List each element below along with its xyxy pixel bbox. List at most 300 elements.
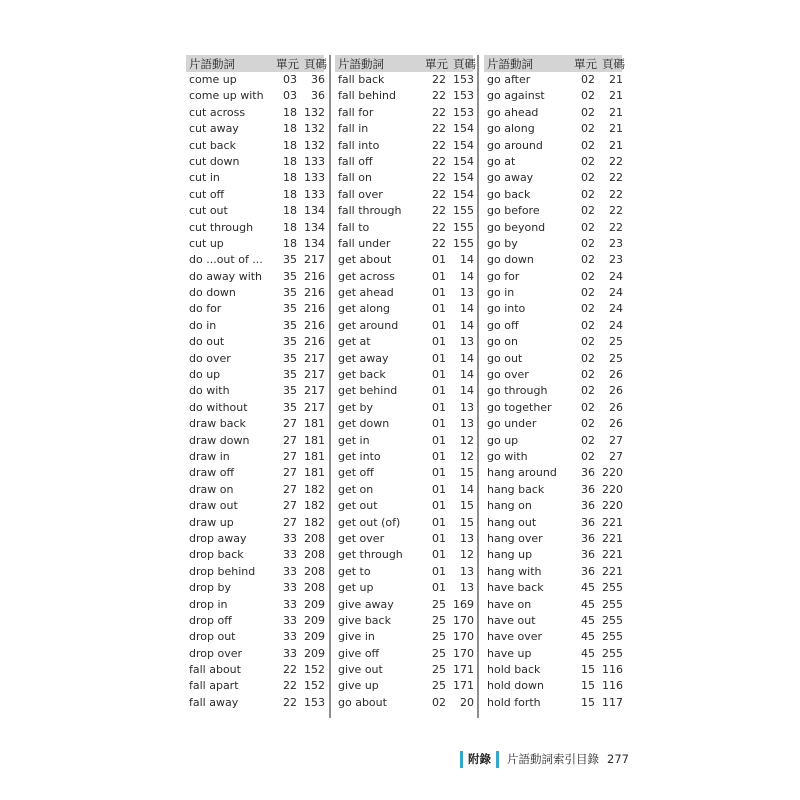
unit-number: 02 — [581, 204, 595, 218]
unit-number: 35 — [283, 286, 297, 300]
page-number-cell: 170 — [453, 646, 474, 660]
phrase-verb: get in — [338, 433, 370, 447]
index-row — [484, 531, 622, 547]
column-rows — [186, 72, 324, 711]
page-number-cell: 12 — [460, 548, 474, 562]
index-row — [186, 301, 324, 317]
unit-number: 18 — [283, 204, 297, 218]
phrase-verb: give in — [338, 630, 375, 644]
index-row — [484, 301, 622, 317]
index-row — [335, 678, 473, 694]
unit-number: 45 — [581, 646, 595, 660]
index-row — [484, 597, 622, 613]
unit-number: 35 — [283, 368, 297, 382]
unit-number: 15 — [581, 679, 595, 693]
index-row — [186, 678, 324, 694]
page-number-cell: 221 — [602, 515, 623, 529]
unit-number: 02 — [581, 302, 595, 316]
index-row — [484, 220, 622, 236]
page-number-cell: 182 — [304, 499, 325, 513]
index-row — [335, 662, 473, 678]
index-row — [335, 515, 473, 531]
page-number-cell: 24 — [609, 286, 623, 300]
index-row — [186, 367, 324, 383]
unit-number: 03 — [283, 73, 297, 86]
phrase-verb: fall back — [338, 73, 385, 86]
phrase-verb: do away with — [189, 269, 263, 283]
index-row — [186, 482, 324, 498]
unit-number: 02 — [581, 368, 595, 382]
unit-number: 36 — [581, 466, 595, 480]
unit-number: 35 — [283, 269, 297, 283]
phrase-verb: drop over — [189, 646, 243, 660]
phrase-verb: cut up — [189, 236, 224, 250]
index-row — [335, 613, 473, 629]
index-row — [186, 285, 324, 301]
page-number-cell: 181 — [304, 433, 325, 447]
header-page: 頁碼 — [453, 56, 476, 71]
page-number-cell: 217 — [304, 384, 325, 398]
page-number: 277 — [607, 752, 629, 766]
unit-number: 22 — [432, 138, 446, 152]
page-number-cell: 15 — [460, 515, 474, 529]
index-row — [484, 646, 622, 662]
phrase-verb: get back — [338, 368, 386, 382]
page-number-cell: 132 — [304, 138, 325, 152]
index-row — [186, 138, 324, 154]
unit-number: 27 — [283, 515, 297, 529]
phrase-verb: go at — [487, 154, 516, 168]
page-number-cell: 221 — [602, 531, 623, 545]
phrase-verb: fall to — [338, 220, 370, 234]
index-row — [484, 400, 622, 416]
page-number-cell: 21 — [609, 105, 623, 119]
index-row — [335, 105, 473, 121]
page-number-cell: 25 — [609, 335, 623, 349]
index-row — [335, 531, 473, 547]
unit-number: 22 — [432, 204, 446, 218]
unit-number: 01 — [432, 302, 446, 316]
section-label: 附錄 — [460, 751, 499, 768]
unit-number: 27 — [283, 417, 297, 431]
phrase-verb: come up — [189, 73, 237, 86]
index-row — [335, 236, 473, 252]
phrase-verb: do with — [189, 384, 230, 398]
index-row — [484, 269, 622, 285]
unit-number: 36 — [581, 515, 595, 529]
unit-number: 01 — [432, 253, 446, 267]
page-number-cell: 169 — [453, 597, 474, 611]
phrase-verb: cut back — [189, 138, 236, 152]
page-number-cell: 181 — [304, 449, 325, 463]
unit-number: 36 — [581, 482, 595, 496]
phrase-verb: go along — [487, 122, 535, 136]
index-row — [335, 301, 473, 317]
unit-number: 25 — [432, 630, 446, 644]
unit-number: 35 — [283, 318, 297, 332]
index-row — [186, 236, 324, 252]
index-row — [484, 515, 622, 531]
phrase-verb: get across — [338, 269, 395, 283]
index-row — [484, 613, 622, 629]
index-row — [186, 88, 324, 104]
index-row — [186, 629, 324, 645]
page-number-cell: 255 — [602, 613, 623, 627]
unit-number: 35 — [283, 384, 297, 398]
index-row — [484, 449, 622, 465]
index-row — [484, 154, 622, 170]
index-row — [335, 498, 473, 514]
phrase-verb: do in — [189, 318, 217, 332]
unit-number: 33 — [283, 564, 297, 578]
unit-number: 01 — [432, 564, 446, 578]
header-page: 頁碼 — [304, 56, 327, 71]
index-row — [335, 170, 473, 186]
phrase-verb: go together — [487, 400, 552, 414]
page-number-cell: 181 — [304, 417, 325, 431]
page-number-cell: 26 — [609, 368, 623, 382]
page-number-cell: 133 — [304, 154, 325, 168]
unit-number: 02 — [581, 122, 595, 136]
unit-number: 02 — [581, 138, 595, 152]
index-row — [484, 580, 622, 596]
unit-number: 35 — [283, 335, 297, 349]
page-number-cell: 13 — [460, 531, 474, 545]
phrase-verb: give off — [338, 646, 380, 660]
index-row — [186, 646, 324, 662]
unit-number: 33 — [283, 581, 297, 595]
index-row — [335, 269, 473, 285]
index-row — [484, 465, 622, 481]
index-row — [186, 515, 324, 531]
page-number-cell: 22 — [609, 154, 623, 168]
unit-number: 02 — [581, 400, 595, 414]
unit-number: 36 — [581, 564, 595, 578]
phrase-verb: go against — [487, 89, 545, 103]
phrase-verb: get down — [338, 417, 390, 431]
phrase-verb: drop off — [189, 613, 232, 627]
page-number-cell: 217 — [304, 253, 325, 267]
index-row — [484, 351, 622, 367]
phrase-verb: go ahead — [487, 105, 539, 119]
index-row — [335, 285, 473, 301]
page-number-cell: 116 — [602, 679, 623, 693]
index-row — [335, 187, 473, 203]
index-row — [484, 678, 622, 694]
page-number-cell: 154 — [453, 187, 474, 201]
unit-number: 02 — [581, 89, 595, 103]
phrase-verb: have over — [487, 630, 543, 644]
index-row — [186, 449, 324, 465]
phrase-verb: get out — [338, 499, 378, 513]
phrase-verb: have back — [487, 581, 544, 595]
page-number-cell: 255 — [602, 630, 623, 644]
index-row — [484, 187, 622, 203]
unit-number: 36 — [581, 548, 595, 562]
phrase-verb: hang over — [487, 531, 543, 545]
index-row — [484, 252, 622, 268]
index-row — [186, 170, 324, 186]
phrase-verb: give back — [338, 613, 391, 627]
index-row — [484, 334, 622, 350]
phrase-verb: go over — [487, 368, 529, 382]
phrase-verb: do over — [189, 351, 231, 365]
phrase-verb: go for — [487, 269, 520, 283]
phrase-verb: drop away — [189, 531, 247, 545]
index-row — [335, 154, 473, 170]
page-number-cell: 133 — [304, 171, 325, 185]
phrase-verb: do for — [189, 302, 222, 316]
phrase-verb: draw on — [189, 482, 234, 496]
page-number-cell: 13 — [460, 286, 474, 300]
page-number-cell: 24 — [609, 318, 623, 332]
page-number-cell: 171 — [453, 663, 474, 677]
index-row — [484, 662, 622, 678]
phrase-verb: hold down — [487, 679, 544, 693]
index-row — [484, 170, 622, 186]
page-number-cell: 216 — [304, 302, 325, 316]
page-number-cell: 134 — [304, 220, 325, 234]
index-row — [186, 105, 324, 121]
page-number-cell: 152 — [304, 663, 325, 677]
phrase-verb: cut away — [189, 122, 239, 136]
index-row — [335, 88, 473, 104]
unit-number: 01 — [432, 515, 446, 529]
phrase-verb: come up with — [189, 89, 264, 103]
index-row — [186, 187, 324, 203]
page-number-cell: 153 — [453, 73, 474, 86]
page-number-cell: 13 — [460, 400, 474, 414]
unit-number: 02 — [432, 695, 446, 709]
page-number-cell: 22 — [609, 220, 623, 234]
index-row — [335, 367, 473, 383]
phrase-verb: hang on — [487, 499, 532, 513]
phrase-verb: cut through — [189, 220, 254, 234]
unit-number: 18 — [283, 105, 297, 119]
unit-number: 45 — [581, 581, 595, 595]
unit-number: 01 — [432, 335, 446, 349]
unit-number: 02 — [581, 269, 595, 283]
index-column-1 — [186, 55, 327, 711]
index-row — [484, 564, 622, 580]
index-row — [484, 203, 622, 219]
index-column-2 — [335, 55, 476, 711]
unit-number: 27 — [283, 482, 297, 496]
page-number-cell: 155 — [453, 220, 474, 234]
page-number-cell: 220 — [602, 482, 623, 496]
phrase-verb: cut across — [189, 105, 246, 119]
unit-number: 02 — [581, 335, 595, 349]
unit-number: 18 — [283, 171, 297, 185]
phrase-verb: hold back — [487, 663, 541, 677]
phrase-verb: fall for — [338, 105, 374, 119]
page-number-cell: 13 — [460, 417, 474, 431]
page-number-cell: 15 — [460, 466, 474, 480]
phrase-verb: get behind — [338, 384, 398, 398]
index-row — [335, 400, 473, 416]
page-number-cell: 26 — [609, 384, 623, 398]
unit-number: 01 — [432, 417, 446, 431]
index-row — [186, 498, 324, 514]
phrase-verb: fall apart — [189, 679, 239, 693]
unit-number: 45 — [581, 613, 595, 627]
phrase-verb: go into — [487, 302, 526, 316]
phrase-verb: fall off — [338, 154, 373, 168]
phrase-verb: get on — [338, 482, 374, 496]
unit-number: 18 — [283, 122, 297, 136]
unit-number: 22 — [432, 171, 446, 185]
index-row — [186, 564, 324, 580]
index-row — [186, 318, 324, 334]
page-number-cell: 255 — [602, 597, 623, 611]
page-number-cell: 217 — [304, 351, 325, 365]
unit-number: 45 — [581, 630, 595, 644]
phrase-verb: do without — [189, 400, 248, 414]
phrase-verb: get up — [338, 581, 374, 595]
unit-number: 01 — [432, 384, 446, 398]
header-unit: 單元 — [425, 56, 448, 71]
page-number-cell: 21 — [609, 89, 623, 103]
page-number-cell: 255 — [602, 581, 623, 595]
index-row — [335, 351, 473, 367]
index-row — [335, 629, 473, 645]
phrase-verb: fall through — [338, 204, 402, 218]
unit-number: 01 — [432, 548, 446, 562]
unit-number: 27 — [283, 499, 297, 513]
page-number-cell: 133 — [304, 187, 325, 201]
index-row — [186, 383, 324, 399]
index-row — [186, 547, 324, 563]
page-number-cell: 22 — [609, 171, 623, 185]
unit-number: 01 — [432, 368, 446, 382]
page-number-cell: 14 — [460, 351, 474, 365]
page-number-cell: 20 — [460, 695, 474, 709]
page-number-cell: 117 — [602, 695, 623, 709]
index-row — [335, 597, 473, 613]
unit-number: 02 — [581, 449, 595, 463]
index-row — [335, 220, 473, 236]
phrase-verb: hang back — [487, 482, 545, 496]
phrase-verb: fall in — [338, 122, 369, 136]
page-number-cell: 154 — [453, 154, 474, 168]
phrase-verb: get away — [338, 351, 389, 365]
phrase-verb: draw off — [189, 466, 235, 480]
page-number-cell: 13 — [460, 581, 474, 595]
index-row — [484, 318, 622, 334]
unit-number: 18 — [283, 187, 297, 201]
index-row — [186, 613, 324, 629]
index-row — [186, 334, 324, 350]
column-rows — [484, 72, 622, 711]
phrase-verb: have out — [487, 613, 536, 627]
page-number-cell: 21 — [609, 122, 623, 136]
phrase-verb: fall over — [338, 187, 383, 201]
index-row — [335, 547, 473, 563]
unit-number: 36 — [581, 499, 595, 513]
index-row — [484, 482, 622, 498]
index-row — [484, 105, 622, 121]
unit-number: 27 — [283, 466, 297, 480]
unit-number: 03 — [283, 89, 297, 103]
index-row — [335, 334, 473, 350]
index-row — [484, 72, 622, 88]
page-number-cell: 209 — [304, 597, 325, 611]
unit-number: 02 — [581, 253, 595, 267]
phrase-verb: get by — [338, 400, 374, 414]
page-number-cell: 134 — [304, 204, 325, 218]
page-number-cell: 216 — [304, 318, 325, 332]
phrase-verb: get off — [338, 466, 374, 480]
phrase-verb: get about — [338, 253, 392, 267]
phrase-verb: do up — [189, 368, 221, 382]
phrase-verb: go back — [487, 187, 531, 201]
index-row — [186, 531, 324, 547]
page-number-cell: 154 — [453, 171, 474, 185]
phrase-verb: get to — [338, 564, 371, 578]
phrase-verb: hang around — [487, 466, 557, 480]
index-row — [186, 269, 324, 285]
unit-number: 36 — [581, 531, 595, 545]
header-phrase: 片語動詞 — [189, 56, 235, 71]
unit-number: 01 — [432, 269, 446, 283]
page-number-cell: 154 — [453, 122, 474, 136]
phrase-verb: go away — [487, 171, 534, 185]
phrase-verb: go with — [487, 449, 528, 463]
unit-number: 02 — [581, 220, 595, 234]
index-row — [186, 580, 324, 596]
page-number-cell: 22 — [609, 187, 623, 201]
index-row — [186, 662, 324, 678]
unit-number: 33 — [283, 597, 297, 611]
unit-number: 25 — [432, 597, 446, 611]
index-row — [484, 88, 622, 104]
page-number-cell: 155 — [453, 204, 474, 218]
index-row — [186, 433, 324, 449]
index-row — [186, 416, 324, 432]
column-rows — [335, 72, 473, 711]
unit-number: 15 — [581, 695, 595, 709]
phrase-verb: fall away — [189, 695, 239, 709]
unit-number: 22 — [432, 73, 446, 86]
unit-number: 02 — [581, 171, 595, 185]
page-number-cell: 25 — [609, 351, 623, 365]
page-number-cell: 14 — [460, 384, 474, 398]
unit-number: 22 — [432, 105, 446, 119]
phrase-verb: go out — [487, 351, 523, 365]
unit-number: 35 — [283, 302, 297, 316]
index-row — [484, 138, 622, 154]
index-row — [335, 383, 473, 399]
index-row — [186, 220, 324, 236]
phrase-verb: hang with — [487, 564, 542, 578]
phrase-verb: drop behind — [189, 564, 256, 578]
unit-number: 22 — [432, 236, 446, 250]
unit-number: 33 — [283, 613, 297, 627]
phrase-verb: get around — [338, 318, 399, 332]
unit-number: 02 — [581, 73, 595, 86]
column-header — [484, 55, 625, 72]
phrase-verb: cut in — [189, 171, 220, 185]
footer-title: 片語動詞索引目錄 — [507, 752, 599, 766]
phrase-verb: go about — [338, 695, 387, 709]
unit-number: 01 — [432, 351, 446, 365]
page-number-cell: 208 — [304, 548, 325, 562]
page-number-cell: 209 — [304, 613, 325, 627]
unit-number: 02 — [581, 187, 595, 201]
phrase-verb: drop by — [189, 581, 231, 595]
index-row — [484, 236, 622, 252]
index-row — [186, 400, 324, 416]
